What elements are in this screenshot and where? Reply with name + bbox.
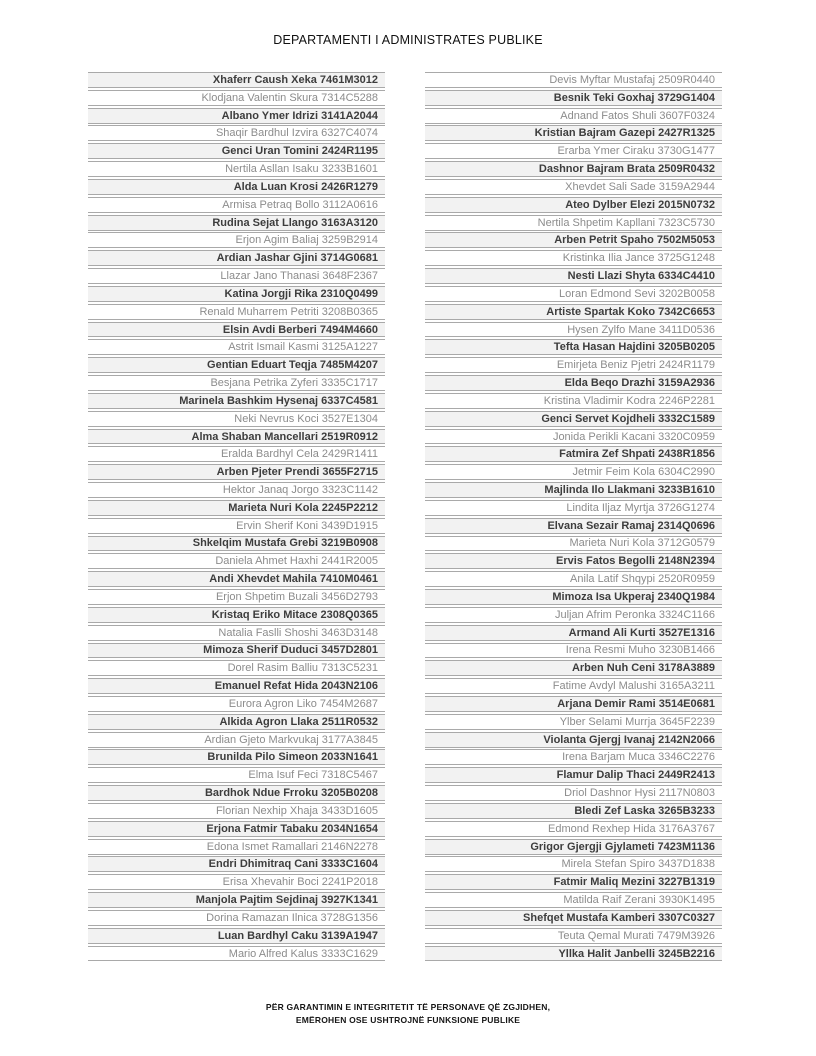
table-row: Rudina Sejat Llango 3163A3120 [88,215,385,231]
table-row: Armand Ali Kurti 3527E1316 [425,625,722,641]
table-row: Arben Pjeter Prendi 3655F2715 [88,464,385,480]
table-row: Alkida Agron Llaka 2511R0532 [88,714,385,730]
table-row: Elma Isuf Feci 7318C5467 [88,767,385,783]
table-row: Shaqir Bardhul Izvira 6327C4074 [88,125,385,141]
table-row: Llazar Jano Thanasi 3648F2367 [88,268,385,284]
table-row: Bardhok Ndue Frroku 3205B0208 [88,785,385,801]
table-row: Shkelqim Mustafa Grebi 3219B0908 [88,536,385,552]
table-row: Hektor Janaq Jorgo 3323C1142 [88,482,385,498]
table-row: Adnand Fatos Shuli 3607F0324 [425,108,722,124]
page-title: DEPARTAMENTI I ADMINISTRATES PUBLIKE [273,33,543,47]
table-row: Edmond Rexhep Hida 3176A3767 [425,821,722,837]
table-row: Elda Beqo Drazhi 3159A2936 [425,375,722,391]
table-row: Ervin Sherif Koni 3439D1915 [88,518,385,534]
table-row: Genci Uran Tomini 2424R1195 [88,143,385,159]
table-row: Eurora Agron Liko 7454M2687 [88,696,385,712]
table-row: Florian Nexhip Xhaja 3433D1605 [88,803,385,819]
footer-line-2: EMËROHEN OSE USHTROJNË FUNKSIONE PUBLIKE [295,1015,521,1025]
table-row: Natalia Faslli Shoshi 3463D3148 [88,625,385,641]
table-row: Endri Dhimitraq Cani 3333C1604 [88,856,385,872]
page-footer [0,1001,816,1027]
table-row: Ardian Jashar Gjini 3714G0681 [88,250,385,266]
table-row: Yllka Halit Janbelli 3245B2216 [425,946,722,962]
table-row: Dashnor Bajram Brata 2509R0432 [425,161,722,177]
table-row: Brunilda Pilo Simeon 2033N1641 [88,749,385,765]
table-row: Mirela Stefan Spiro 3437D1838 [425,856,722,872]
table-row: Jonida Perikli Kacani 3320C0959 [425,429,722,445]
table-row: Shefqet Mustafa Kamberi 3307C0327 [425,910,722,926]
table-row: Loran Edmond Sevi 3202B0058 [425,286,722,302]
table-row: Mimoza Sherif Duduci 3457D2801 [88,643,385,659]
table-row: Tefta Hasan Hajdini 3205B0205 [425,339,722,355]
table-row: Arben Petrit Spaho 7502M5053 [425,232,722,248]
table-row: Kristina Vladimir Kodra 2246P2281 [425,393,722,409]
table-row: Marieta Nuri Kola 3712G0579 [425,536,722,552]
table-row: Elsin Avdi Berberi 7494M4660 [88,322,385,338]
table-row: Besnik Teki Goxhaj 3729G1404 [425,90,722,106]
table-row: Erjona Fatmir Tabaku 2034N1654 [88,821,385,837]
table-row: Anila Latif Shqypi 2520R0959 [425,571,722,587]
table-row: Ardian Gjeto Markvukaj 3177A3845 [88,732,385,748]
table-row: Ervis Fatos Begolli 2148N2394 [425,553,722,569]
table-row: Majlinda Ilo Llakmani 3233B1610 [425,482,722,498]
table-row: Ylber Selami Murrja 3645F2239 [425,714,722,730]
table-row: Matilda Raif Zerani 3930K1495 [425,892,722,908]
table-row: Erjon Shpetim Buzali 3456D2793 [88,589,385,605]
table-row: Emirjeta Beniz Pjetri 2424R1179 [425,357,722,373]
table-row: Mimoza Isa Ukperaj 2340Q1984 [425,589,722,605]
table-row: Daniela Ahmet Haxhi 2441R2005 [88,553,385,569]
table-row: Mario Alfred Kalus 3333C1629 [88,946,385,962]
table-row: Erisa Xhevahir Boci 2241P2018 [88,874,385,890]
table-row: Bledi Zef Laska 3265B3233 [425,803,722,819]
table-row: Nertila Shpetim Kapllani 7323C5730 [425,215,722,231]
table-row: Fatmir Maliq Mezini 3227B1319 [425,874,722,890]
table-row: Besjana Petrika Zyferi 3335C1717 [88,375,385,391]
table-row: Marieta Nuri Kola 2245P2212 [88,500,385,516]
table-row: Flamur Dalip Thaci 2449R2413 [425,767,722,783]
table-row: Renald Muharrem Petriti 3208B0365 [88,304,385,320]
table-row: Kristinka Ilia Jance 3725G1248 [425,250,722,266]
name-list-column-left [88,72,385,963]
table-row: Hysen Zylfo Mane 3411D0536 [425,322,722,338]
table-row: Lindita Iljaz Myrtja 3726G1274 [425,500,722,516]
table-row: Teuta Qemal Murati 7479M3926 [425,928,722,944]
name-list-column-right [425,72,722,963]
table-row: Driol Dashnor Hysi 2117N0803 [425,785,722,801]
table-row: Armisa Petraq Bollo 3112A0616 [88,197,385,213]
table-row: Klodjana Valentin Skura 7314C5288 [88,90,385,106]
table-row: Irena Barjam Muca 3346C2276 [425,749,722,765]
table-row: Devis Myftar Mustafaj 2509R0440 [425,72,722,88]
table-row: Edona Ismet Ramallari 2146N2278 [88,839,385,855]
table-row: Katina Jorgji Rika 2310Q0499 [88,286,385,302]
table-row: Elvana Sezair Ramaj 2314Q0696 [425,518,722,534]
table-row: Irena Resmi Muho 3230B1466 [425,643,722,659]
table-row: Albano Ymer Idrizi 3141A2044 [88,108,385,124]
table-row: Alma Shaban Mancellari 2519R0912 [88,429,385,445]
table-row: Juljan Afrim Peronka 3324C1166 [425,607,722,623]
table-row: Erjon Agim Baliaj 3259B2914 [88,232,385,248]
table-row: Xhevdet Sali Sade 3159A2944 [425,179,722,195]
table-row: Dorina Ramazan Ilnica 3728G1356 [88,910,385,926]
table-row: Genci Servet Kojdheli 3332C1589 [425,411,722,427]
table-row: Fatime Avdyl Malushi 3165A3211 [425,678,722,694]
table-row: Andi Xhevdet Mahila 7410M0461 [88,571,385,587]
table-row: Kristaq Eriko Mitace 2308Q0365 [88,607,385,623]
table-row: Xhaferr Caush Xeka 7461M3012 [88,72,385,88]
table-row: Emanuel Refat Hida 2043N2106 [88,678,385,694]
table-row: Manjola Pajtim Sejdinaj 3927K1341 [88,892,385,908]
table-row: Dorel Rasim Balliu 7313C5231 [88,660,385,676]
table-row: Kristian Bajram Gazepi 2427R1325 [425,125,722,141]
table-row: Arjana Demir Rami 3514E0681 [425,696,722,712]
table-row: Erarba Ymer Ciraku 3730G1477 [425,143,722,159]
table-row: Ateo Dylber Elezi 2015N0732 [425,197,722,213]
table-row: Artiste Spartak Koko 7342C6653 [425,304,722,320]
table-row: Violanta Gjergj Ivanaj 2142N2066 [425,732,722,748]
table-row: Astrit Ismail Kasmi 3125A1227 [88,339,385,355]
table-row: Gentian Eduart Teqja 7485M4207 [88,357,385,373]
table-row: Jetmir Feim Kola 6304C2990 [425,464,722,480]
table-row: Arben Nuh Ceni 3178A3889 [425,660,722,676]
table-row: Alda Luan Krosi 2426R1279 [88,179,385,195]
table-row: Grigor Gjergji Gjylameti 7423M1136 [425,839,722,855]
table-row: Nertila Asllan Isaku 3233B1601 [88,161,385,177]
table-row: Eralda Bardhyl Cela 2429R1411 [88,446,385,462]
table-row: Neki Nevrus Koci 3527E1304 [88,411,385,427]
table-row: Fatmira Zef Shpati 2438R1856 [425,446,722,462]
table-row: Nesti Llazi Shyta 6334C4410 [425,268,722,284]
footer-line-1: PËR GARANTIMIN E INTEGRITETIT TË PERSONAVE QË ZGJIDHEN, [265,1002,551,1012]
table-row: Luan Bardhyl Caku 3139A1947 [88,928,385,944]
table-row: Marinela Bashkim Hysenaj 6337C4581 [88,393,385,409]
